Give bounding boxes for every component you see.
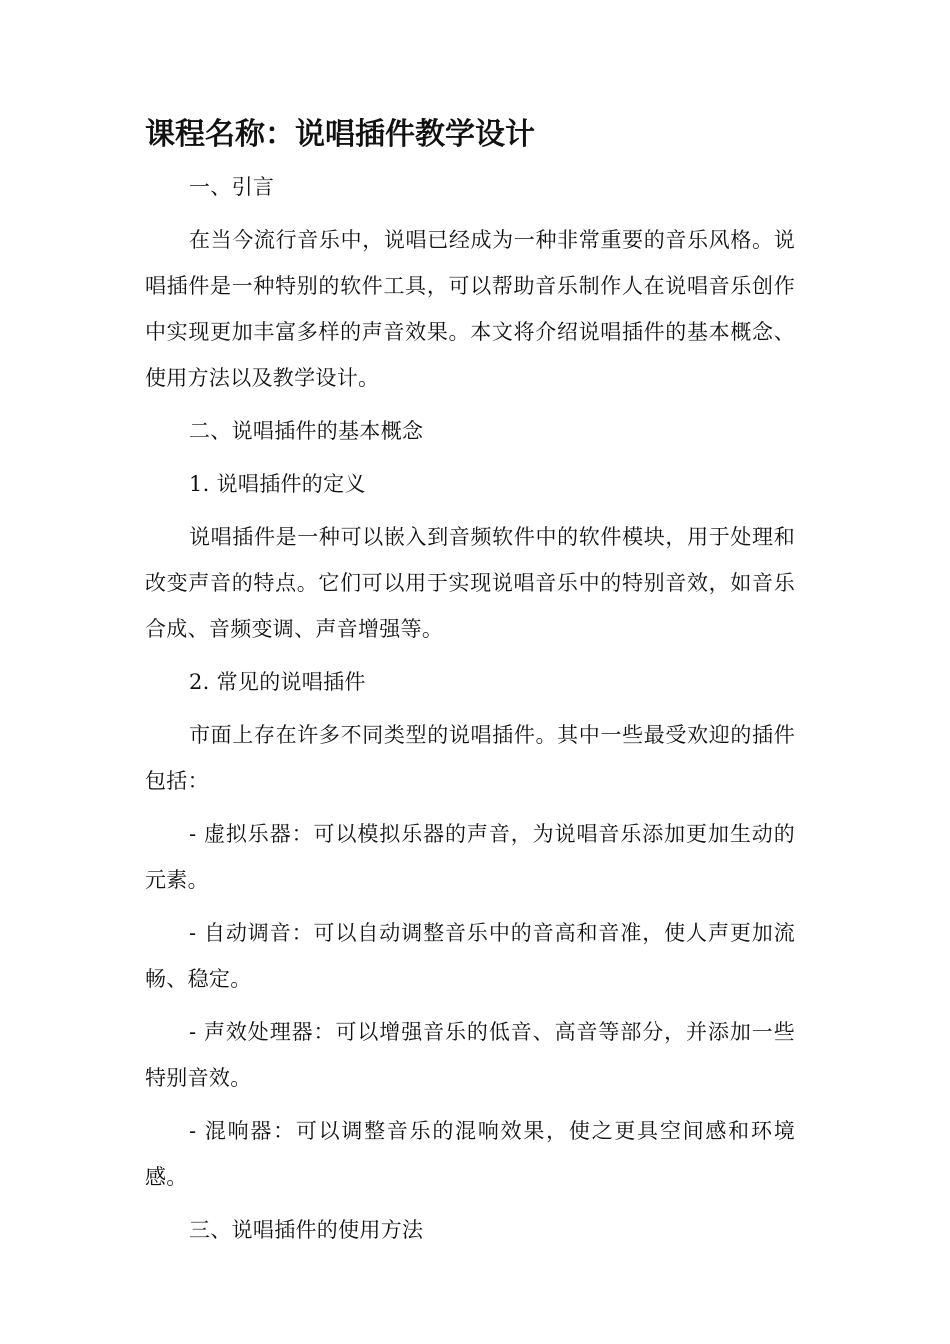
list-item-auto-tune: - 自动调音：可以自动调整音乐中的音高和音准，使人声更加流畅、稳定。 bbox=[145, 921, 795, 991]
section-heading-usage: 三、说唱插件的使用方法 bbox=[189, 1218, 424, 1242]
page-title: 课程名称：说唱插件教学设计 bbox=[145, 117, 535, 152]
intro-paragraph: 在当今流行音乐中，说唱已经成为一种非常重要的音乐风格。说唱插件是一种特别的软件工具，可以帮助音乐制作人在说唱音乐创作中实现更加丰富多样的声音效果。本文将介绍说唱插件的基本概念、使用方法以及教学设计。 bbox=[145, 228, 795, 390]
section-heading-basic-concepts: 二、说唱插件的基本概念 bbox=[189, 419, 424, 443]
section-heading-intro: 一、引言 bbox=[189, 175, 275, 199]
common-plugins-paragraph: 市面上存在许多不同类型的说唱插件。其中一些最受欢迎的插件包括： bbox=[145, 723, 795, 793]
definition-paragraph: 说唱插件是一种可以嵌入到音频软件中的软件模块，用于处理和改变声音的特点。它们可以用于实现说唱音乐中的特别音效，如音乐合成、音频变调、声音增强等。 bbox=[145, 525, 795, 641]
subheading-definition: 1. 说唱插件的定义 bbox=[189, 472, 366, 496]
list-item-reverb: - 混响器：可以调整音乐的混响效果，使之更具空间感和环境感。 bbox=[145, 1119, 795, 1189]
list-item-virtual-instrument: - 虚拟乐器：可以模拟乐器的声音，为说唱音乐添加更加生动的元素。 bbox=[145, 822, 795, 892]
list-item-effects-processor: - 声效处理器：可以增强音乐的低音、高音等部分，并添加一些特别音效。 bbox=[145, 1020, 795, 1090]
subheading-common-plugins: 2. 常见的说唱插件 bbox=[189, 670, 366, 694]
document-body bbox=[145, 164, 795, 1260]
